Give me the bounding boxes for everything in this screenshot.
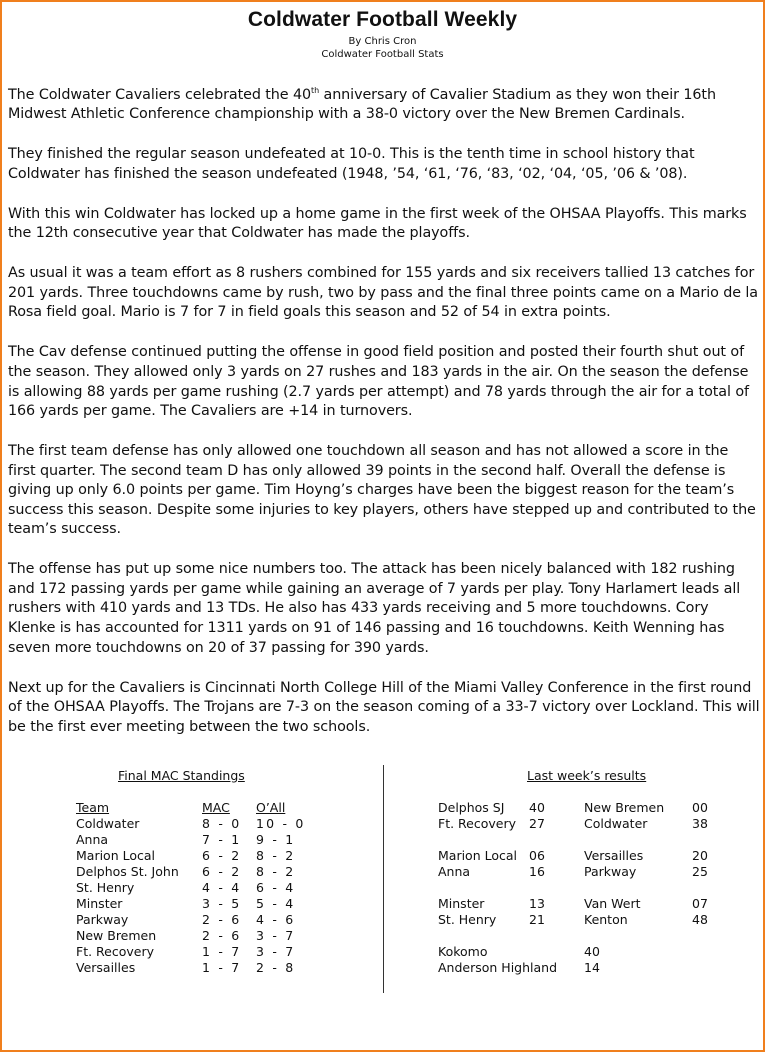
standings-mac-record: 6 - 2 (202, 864, 242, 879)
paragraph-6: The first team defense has only allowed one touchdown all season and has not allowed a score in the first quarter. The second team D has only allowed 39 points in the second half. Overall the defense is giving up only 6.0 points per game. Tim Hoyng’s charges have been the biggest reason for the team’s success this season. Despite some injuries to key players, others have stepped up and contributed to the team’s success. (8, 442, 756, 538)
result-team-1: St. Henry (438, 912, 497, 927)
standings-overall-record: 3 - 7 (256, 944, 296, 959)
standings-heading: Final MAC Standings (118, 768, 245, 783)
result-team-2: Parkway (584, 864, 637, 879)
byline: By Chris Cron (348, 36, 417, 47)
result-score-1: 06 (529, 848, 545, 863)
result-team-1: Anderson Highland (438, 960, 558, 975)
standings-overall-record: 9 - 1 (256, 832, 296, 847)
result-score-2: 20 (692, 848, 708, 863)
standings-team: Anna (76, 832, 109, 847)
standings-overall-record: 5 - 4 (256, 896, 296, 911)
paragraph-1: The Coldwater Cavaliers celebrated the 40th anniversary of Cavalier Stadium as they won their 16th Midwest Athletic Conference championship with a 38-0 victory over the New Bremen Cardinals. (8, 86, 716, 123)
result-score-1: 40 (529, 800, 545, 815)
results-heading: Last week’s results (527, 768, 647, 783)
standings-overall-record: 6 - 4 (256, 880, 296, 895)
standings-mac-record: 2 - 6 (202, 912, 242, 927)
result-team-1: Anna (438, 864, 471, 879)
standings-overall-record: 4 - 6 (256, 912, 296, 927)
standings-mac-record: 1 - 7 (202, 960, 242, 975)
result-team-1: Minster (438, 896, 485, 911)
result-score-2: 07 (692, 896, 708, 911)
result-team-2: 40 (584, 944, 600, 959)
result-team-2: Coldwater (584, 816, 648, 831)
standings-overall-record: 8 - 2 (256, 848, 296, 863)
standings-team: Versailles (76, 960, 136, 975)
standings-overall-record: 3 - 7 (256, 928, 296, 943)
paragraph-7: The offense has put up some nice numbers too. The attack has been nicely balanced with 182 rushing and 172 passing yards per game while gaining an average of 7 yards per play. Tony Harlamert leads all rushers with 410 yards and 13 TDs. He also has 433 yards receiving and 5 more touchdowns. Cory Klenke is has accounted for 1311 yards on 91 of 146 passing and 16 touchdowns. Keith Wenning has seven more touchdowns on 20 of 37 passing for 390 yards. (8, 561, 741, 656)
result-score-2: 00 (692, 800, 708, 815)
result-team-2: Kenton (584, 912, 628, 927)
source-line: Coldwater Football Stats (321, 49, 444, 60)
result-score-1: 16 (529, 864, 545, 879)
result-score-2: 48 (692, 912, 708, 927)
mac-column-header: MAC (202, 800, 230, 815)
standings-mac-record: 6 - 2 (202, 848, 242, 863)
standings-team: Coldwater (76, 816, 140, 831)
standings-team: Ft. Recovery (76, 944, 154, 959)
standings-mac-record: 2 - 6 (202, 928, 242, 943)
result-team-2: New Bremen (584, 800, 665, 815)
result-score-1: 21 (529, 912, 545, 927)
standings-team: Parkway (76, 912, 129, 927)
standings-mac-record: 3 - 5 (202, 896, 242, 911)
result-score-1: 13 (529, 896, 545, 911)
standings-overall-record: 10 - 0 (256, 816, 306, 831)
result-team-1: Kokomo (438, 944, 488, 959)
overall-column-header: O’All (256, 800, 286, 815)
result-team-1: Delphos SJ (438, 800, 505, 815)
result-team-1: Marion Local (438, 848, 517, 863)
standings-overall-record: 2 - 8 (256, 960, 296, 975)
team-column-header: Team (76, 800, 110, 815)
standings-mac-record: 7 - 1 (202, 832, 242, 847)
standings-mac-record: 1 - 7 (202, 944, 242, 959)
column-divider (383, 765, 384, 993)
result-team-2: 14 (584, 960, 600, 975)
paragraph-2: They finished the regular season undefeated at 10-0. This is the tenth time in school history that Coldwater has finished the season undefeated (1948, ’54, ‘61, ‘76, ‘83, ‘02, ‘04, ‘05, ’06 & ’08). (8, 146, 695, 182)
result-score-2: 25 (692, 864, 708, 879)
standings-mac-record: 4 - 4 (202, 880, 242, 895)
result-team-1: Ft. Recovery (438, 816, 516, 831)
article-body (8, 81, 760, 758)
result-score-2: 38 (692, 816, 708, 831)
paragraph-8: Next up for the Cavaliers is Cincinnati North College Hill of the Miami Valley Conference in the first round of the OHSAA Playoffs. The Trojans are 7-3 on the season coming of a 33-7 victory over Lockland. This will be the first ever meeting between the two schools. (8, 679, 760, 735)
newsletter-title: Coldwater Football Weekly (247, 8, 518, 31)
standings-team: Marion Local (76, 848, 155, 863)
result-team-2: Van Wert (584, 896, 641, 911)
paragraph-3: With this win Coldwater has locked up a home game in the first week of the OHSAA Playoffs. This marks the 12th consecutive year that Coldwater has made the playoffs. (8, 205, 747, 242)
result-team-2: Versailles (584, 848, 644, 863)
standings-team: Minster (76, 896, 123, 911)
standings-overall-record: 8 - 2 (256, 864, 296, 879)
result-score-1: 27 (529, 816, 545, 831)
standings-team: St. Henry (76, 880, 135, 895)
standings-team: Delphos St. John (76, 864, 179, 879)
standings-team: New Bremen (76, 928, 157, 943)
paragraph-5: The Cav defense continued putting the offense in good field position and posted their fourth shut out of the season. They allowed only 3 yards on 27 rushes and 183 yards in the air. On the season the defense is allowing 88 yards per game rushing (2.7 yards per attempt) and 78 yards through the air for a total of 166 yards per game. The Cavaliers are +14 in turnovers. (8, 344, 749, 420)
standings-mac-record: 8 - 0 (202, 816, 242, 831)
paragraph-4: As usual it was a team effort as 8 rushers combined for 155 yards and six receivers tallied 13 catches for 201 yards. Three touchdowns came by rush, two by pass and the final three points came on a Mario de la Rosa field goal. Mario is 7 for 7 in field goals this season and 52 of 54 in extra points. (8, 265, 758, 321)
